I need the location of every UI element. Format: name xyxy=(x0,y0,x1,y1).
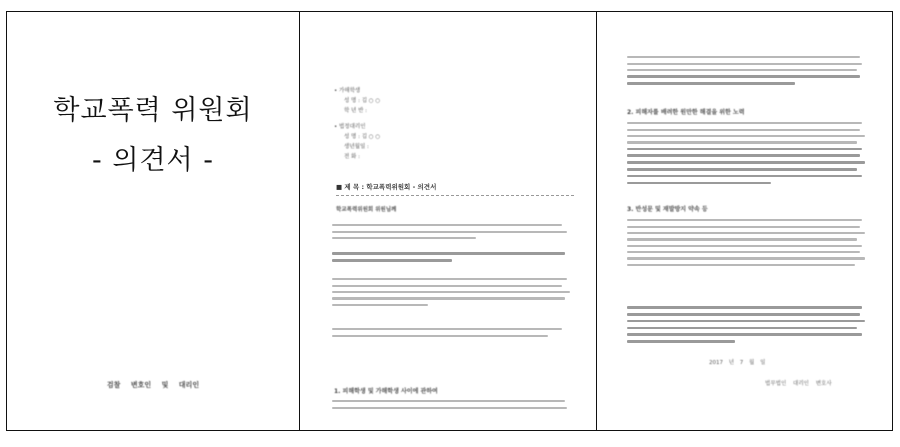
body-paragraph-6 xyxy=(627,52,867,89)
body-paragraph-1 xyxy=(332,220,572,243)
applicant-name: 성 명 : 김 ○ ○ xyxy=(344,98,381,104)
body-paragraph-8 xyxy=(627,215,867,270)
applicant-label: • 가해학생 xyxy=(334,88,361,94)
guardian-name: 성 명 : 김 ○ ○ xyxy=(344,134,381,140)
item-3-heading: 3. 반성문 및 재발방지 약속 등 xyxy=(627,206,708,213)
section-title: 학교폭력위원회 위원님께 xyxy=(336,207,397,213)
body-paragraph-9 xyxy=(627,302,867,347)
subject-heading: ■ 제 목 : 학교폭력위원회 - 의견서 xyxy=(336,183,437,191)
document-date: 2017 년 7 월 일 xyxy=(709,360,766,366)
item-2-heading: 2. 피해자를 배려한 원만한 해결을 위한 노력 xyxy=(627,109,745,116)
body-paragraph-2 xyxy=(332,248,572,266)
page-thumbnail-cover[interactable] xyxy=(6,11,300,431)
body-paragraph-3 xyxy=(332,274,572,310)
applicant-grade: 학 년 반 : xyxy=(344,108,368,114)
guardian-label: • 법정대리인 xyxy=(334,124,366,130)
body-paragraph-7 xyxy=(627,118,867,188)
guardian-phone: 전 화 : xyxy=(344,154,360,160)
body-paragraph-5 xyxy=(332,396,572,413)
guardian-birth: 생년월일 : xyxy=(344,144,369,150)
page-thumbnail-2[interactable] xyxy=(299,11,597,431)
signature-line: 법무법인 대리인 변호사 xyxy=(765,381,832,387)
cover-subtitle: - 의견서 - xyxy=(92,145,214,176)
cover-footer: 검찰 변호인 및 대리인 xyxy=(106,381,200,389)
cover-title: 학교폭력 위원회 xyxy=(53,95,253,126)
body-paragraph-4 xyxy=(332,324,572,341)
item-1-heading: 1. 피해학생 및 가해학생 사이에 관하여 xyxy=(334,388,438,395)
subject-divider xyxy=(336,195,574,196)
page-thumbnail-3[interactable] xyxy=(596,11,893,431)
